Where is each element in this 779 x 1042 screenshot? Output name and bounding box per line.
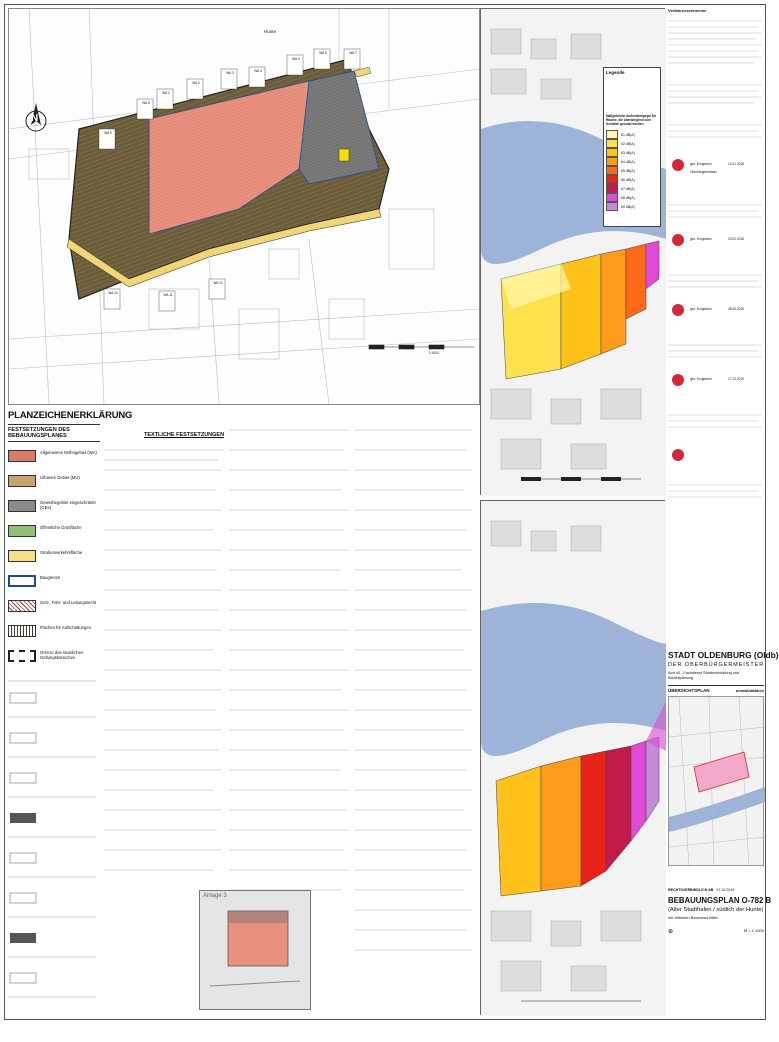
stamp-date: 17.10.2019 xyxy=(728,377,744,381)
noise-band xyxy=(606,130,658,139)
anlage1-legend xyxy=(603,67,661,227)
legend-extra-lines xyxy=(8,677,100,1037)
building-label: WA 9 xyxy=(104,131,112,135)
procedure-text-lines xyxy=(668,15,764,615)
building-label: WA 1 xyxy=(162,91,170,95)
map-scale-label: 1:1000 xyxy=(429,351,439,355)
legend-swatch xyxy=(8,525,36,537)
river-label: Hunte xyxy=(264,29,277,34)
building-label: WA 5 xyxy=(292,57,300,61)
noise-band xyxy=(606,139,658,148)
noise-band-label: 63 dB(A) xyxy=(621,150,635,155)
stamp-signer: gez. Krogmann xyxy=(690,237,712,241)
overview-map xyxy=(668,696,764,866)
noise-band xyxy=(606,202,658,211)
legend-item-label: Öffentliche Grünfläche xyxy=(40,525,82,530)
anlage1-legend-title: Legende xyxy=(606,70,625,75)
anlage3-title: Anlage 3 xyxy=(203,893,227,899)
overview-map-drawing xyxy=(669,697,765,867)
city-title: STADT OLDENBURG (Oldb) xyxy=(668,650,779,660)
legend-item xyxy=(8,600,100,615)
stamp-role: Oberbürgermeister xyxy=(690,170,717,174)
building-label: WA 4 xyxy=(254,69,262,73)
building-label: WA 8 xyxy=(142,101,150,105)
noise-band xyxy=(606,148,658,157)
main-map-drawing xyxy=(9,9,479,404)
stamp-date: 12.01.2018 xyxy=(728,162,744,166)
noise-band-swatch xyxy=(606,139,618,148)
noise-band xyxy=(606,157,658,166)
text-area xyxy=(104,410,474,1015)
plan-scale: M = 1:1000 xyxy=(743,928,764,934)
legend-panel xyxy=(8,410,133,1015)
rechtsverbindlich-label: RECHTSVERBINDLICH AB xyxy=(668,888,714,893)
building-label: WA 2 xyxy=(192,81,200,85)
legend-item xyxy=(8,500,100,515)
anlage1-band-list xyxy=(606,130,658,211)
legend-item-label: Allgemeines Wohngebiet (WA) xyxy=(40,450,97,455)
noise-band-swatch xyxy=(606,175,618,184)
noise-band xyxy=(606,184,658,193)
legend-item-label: Urbanes Gebiet (MU) xyxy=(40,475,80,480)
noise-band-swatch xyxy=(606,157,618,166)
noise-band-label: 67 dB(A) xyxy=(621,186,635,191)
stamp-date: 23.02.2018 xyxy=(728,237,744,241)
plan-subtitle: (Alter Stadthafen / südlich der Hunte) xyxy=(668,907,764,914)
anlage3-map xyxy=(199,890,311,1010)
noise-band-label: 61 dB(A) xyxy=(621,132,635,137)
legend-item-label: Baugrenze xyxy=(40,575,61,580)
noise-band-swatch xyxy=(606,148,618,157)
legend-item-label: Flächen für Aufschüttungen xyxy=(40,625,91,630)
stamp-signer: gez. Krogmann xyxy=(690,377,712,381)
legend-item xyxy=(8,575,100,590)
procedure-notes xyxy=(668,8,764,648)
legend-item-label: Grenze des räumlichen Geltungsbereiches xyxy=(40,650,84,660)
legend-swatch xyxy=(8,600,36,612)
legend-item xyxy=(8,625,100,640)
noise-band-label: 68 dB(A) xyxy=(621,195,635,200)
noise-band xyxy=(606,166,658,175)
building-label: WA 7 xyxy=(349,51,357,55)
building-label: WA 3 xyxy=(226,71,234,75)
legend-item-label: Gewerbegebiet eingeschränkt (GEe) xyxy=(40,500,96,510)
anlage2-panel xyxy=(480,500,665,1015)
noise-band-label: 69 dB(A) xyxy=(621,204,635,209)
noise-band-swatch xyxy=(606,184,618,193)
legend-swatch xyxy=(8,650,36,662)
department-title: Amt 40 - Fachdienst Stadtentwicklung und Bauleitplanung xyxy=(668,671,740,680)
north-arrow xyxy=(24,99,48,139)
legend-item xyxy=(8,475,100,490)
legend-swatch xyxy=(8,575,36,587)
procedure-header: Verfahrensvermerke xyxy=(668,8,707,13)
noise-band-swatch xyxy=(606,130,618,139)
building-label: WA 12 xyxy=(213,281,223,285)
legend-item xyxy=(8,650,100,665)
overview-scale: unmaßstäblich xyxy=(735,688,764,694)
stamp-date: 28.05.2019 xyxy=(728,307,744,311)
building-label: WA 11 xyxy=(163,293,173,297)
authority-title: DER OBERBÜRGERMEISTER xyxy=(668,662,765,668)
legend-swatch xyxy=(8,550,36,562)
textual-heading: TEXTLICHE FESTSETZUNGEN xyxy=(144,432,225,438)
legend-item xyxy=(8,525,100,540)
legend-swatch xyxy=(8,450,36,462)
legend-swatch xyxy=(8,475,36,487)
noise-band-swatch xyxy=(606,193,618,202)
legend-list xyxy=(8,450,100,665)
legend-title: PLANZEICHENERKLÄRUNG xyxy=(8,410,133,421)
noise-band-label: 64 dB(A) xyxy=(621,159,635,164)
building-label: WA 6 xyxy=(319,51,327,55)
building-label: WA 10 xyxy=(108,291,118,295)
plan-note: mit örtlichen Bauvorschriften xyxy=(668,915,719,921)
noise-band xyxy=(606,175,658,184)
legend-swatch xyxy=(8,625,36,637)
rechtsverbindlich-date: 17.10.2019 xyxy=(716,888,735,893)
title-block xyxy=(668,650,779,1015)
anlage2-map-drawing xyxy=(481,501,666,1016)
anlage1-panel xyxy=(480,8,665,495)
noise-band-label: 66 dB(A) xyxy=(621,177,635,182)
noise-band-label: 62 dB(A) xyxy=(621,141,635,146)
legend-item xyxy=(8,550,100,565)
main-map xyxy=(8,8,480,405)
legend-swatch xyxy=(8,500,36,512)
stamp-signer: gez. Krogmann xyxy=(690,307,712,311)
north-label: N xyxy=(31,113,39,124)
compass-icon: ⊕ xyxy=(668,929,674,936)
plan-name: BEBAUUNGSPLAN O-782 B xyxy=(668,896,772,906)
legend-section: FESTSETZUNGEN DES BEBAUUNGSPLANES xyxy=(8,424,100,442)
legend-item-label: Geh-, Fahr- und Leitungsrecht xyxy=(40,600,97,605)
overview-label: ÜBERSICHTSPLAN xyxy=(668,688,710,694)
legend-item xyxy=(8,450,100,465)
stamp-signer: gez. Krogmann xyxy=(690,162,712,166)
noise-band-swatch xyxy=(606,202,618,211)
noise-band-swatch xyxy=(606,166,618,175)
anlage1-legend-subtitle: Maßgebliche Außenlärmpegel für Räume, die überwiegend zum Schlafen genutzt werden xyxy=(606,114,657,126)
anlage3-drawing xyxy=(200,891,310,1009)
noise-band xyxy=(606,193,658,202)
noise-band-label: 65 dB(A) xyxy=(621,168,635,173)
legend-item-label: Straßenverkehrsfläche xyxy=(40,550,83,555)
